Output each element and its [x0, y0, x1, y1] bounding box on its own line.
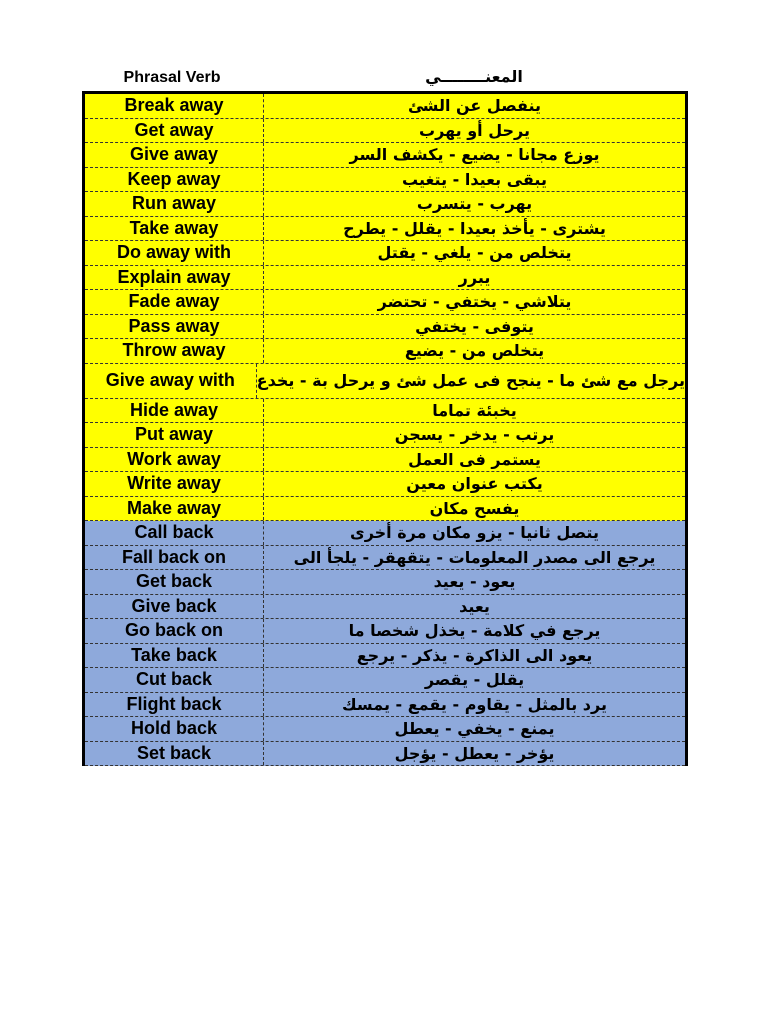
table-row	[85, 448, 685, 473]
table-row	[85, 693, 685, 718]
phrasal-verb-cell: Work away	[85, 448, 264, 472]
table-row	[85, 364, 685, 399]
meaning-cell: يرجع الى مصدر المعلومات - يتقهقر - يلجأ الى	[293, 547, 656, 567]
table-row	[85, 315, 685, 340]
meaning-cell: يتصل ثانيا - يزو مكان مرة أخرى	[350, 523, 599, 543]
phrasal-verb-cell: Do away with	[85, 241, 264, 265]
meaning-cell: يعود - يعيد	[433, 572, 516, 592]
phrasal-verb-cell: Make away	[85, 497, 264, 521]
table-row	[85, 168, 685, 193]
phrasal-verb-cell: Set back	[85, 742, 264, 766]
meaning-cell: يرجل مع شئ ما - ينجح فى عمل شئ و يرحل بة - يخدع	[256, 371, 685, 390]
phrasal-verb-cell: Pass away	[85, 315, 264, 339]
phrasal-verb-cell: Cut back	[85, 668, 264, 692]
phrasal-verb-cell: Run away	[85, 192, 264, 216]
phrasal-verb-cell: Go back on	[85, 619, 264, 643]
meaning-cell: يتخلص من - يضيع	[404, 341, 545, 361]
phrasal-verb-cell: Hold back	[85, 717, 264, 741]
table-row	[85, 94, 685, 119]
table-row	[85, 570, 685, 595]
meaning-cell: يستمر فى العمل	[408, 449, 541, 469]
meaning-cell: يكتب عنوان معين	[406, 474, 543, 494]
phrasal-verb-cell: Give away with	[85, 364, 257, 398]
phrasal-verb-cell: Fade away	[85, 290, 264, 314]
phrasal-verb-table	[82, 91, 688, 766]
table-row	[85, 119, 685, 144]
column-header-phrasal-verb: Phrasal Verb	[123, 69, 221, 86]
meaning-cell: يرد بالمثل - يقاوم - يقمع - يمسك	[342, 694, 607, 714]
meaning-cell: يرحل أو يهرب	[419, 120, 530, 140]
phrasal-verb-cell: Give away	[85, 143, 264, 167]
phrasal-verb-cell: Break away	[85, 94, 264, 118]
phrasal-verb-cell: Keep away	[85, 168, 264, 192]
meaning-cell: يخبئة تماما	[432, 400, 517, 420]
phrasal-verb-cell: Take back	[85, 644, 264, 668]
meaning-cell: يفسح مكان	[429, 498, 520, 518]
meaning-cell: يرتب - يدخر - يسجن	[394, 425, 555, 445]
phrasal-verb-cell: Get away	[85, 119, 264, 143]
meaning-cell: يشترى - يأخذ بعيدا - يقلل - يطرح	[343, 218, 606, 238]
meaning-cell: يتلاشي - يختفي - تحتضر	[377, 292, 572, 312]
meaning-cell: يهرب - يتسرب	[416, 194, 533, 214]
meaning-cell: يتوفى - يختفي	[415, 316, 534, 336]
phrasal-verb-cell: Explain away	[85, 266, 264, 290]
meaning-cell: يؤخر - يعطل - يؤجل	[394, 743, 555, 763]
table-row	[85, 595, 685, 620]
table-row	[85, 143, 685, 168]
phrasal-verb-cell: Get back	[85, 570, 264, 594]
meaning-cell: يوزع مجانا - يضيع - يكشف السر	[349, 145, 600, 165]
table-row	[85, 521, 685, 546]
phrasal-verb-cell: Call back	[85, 521, 264, 545]
column-header-meaning: المعنــــــــي	[425, 69, 523, 86]
table-row	[85, 668, 685, 693]
meaning-cell: يمنع - يخفي - يعطل	[394, 719, 555, 739]
meaning-cell: يقلل - يقصر	[424, 670, 525, 690]
phrasal-verb-cell: Flight back	[85, 693, 264, 717]
meaning-cell: يعود الى الذاكرة - يذكر - يرجع	[356, 645, 593, 665]
table-row	[85, 217, 685, 242]
meaning-cell: يبقى بعيدا - يتغيب	[402, 169, 547, 189]
table-row	[85, 339, 685, 364]
table-row	[85, 619, 685, 644]
table-row	[85, 472, 685, 497]
table-header	[82, 66, 686, 90]
meaning-cell: يتخلص من - يلغي - يقتل	[377, 243, 572, 263]
table-row	[85, 717, 685, 742]
table-row	[85, 742, 685, 767]
table-row	[85, 423, 685, 448]
table-row	[85, 644, 685, 669]
meaning-cell: يبرر	[458, 267, 491, 287]
phrasal-verb-cell: Write away	[85, 472, 264, 496]
phrasal-verb-cell: Throw away	[85, 339, 264, 363]
phrasal-verb-cell: Take away	[85, 217, 264, 241]
meaning-cell: يرجع في كلامة - يخذل شخصا ما	[348, 621, 601, 641]
meaning-cell: ينفصل عن الشئ	[408, 96, 542, 116]
table-row	[85, 192, 685, 217]
phrasal-verb-cell: Fall back on	[85, 546, 264, 570]
phrasal-verb-cell: Put away	[85, 423, 264, 447]
phrasal-verb-cell: Hide away	[85, 399, 264, 423]
table-row	[85, 290, 685, 315]
table-row	[85, 241, 685, 266]
table-row	[85, 266, 685, 291]
meaning-cell: يعيد	[459, 596, 490, 616]
phrasal-verb-cell: Give back	[85, 595, 264, 619]
table-row	[85, 546, 685, 571]
table-row	[85, 497, 685, 522]
table-row	[85, 399, 685, 424]
